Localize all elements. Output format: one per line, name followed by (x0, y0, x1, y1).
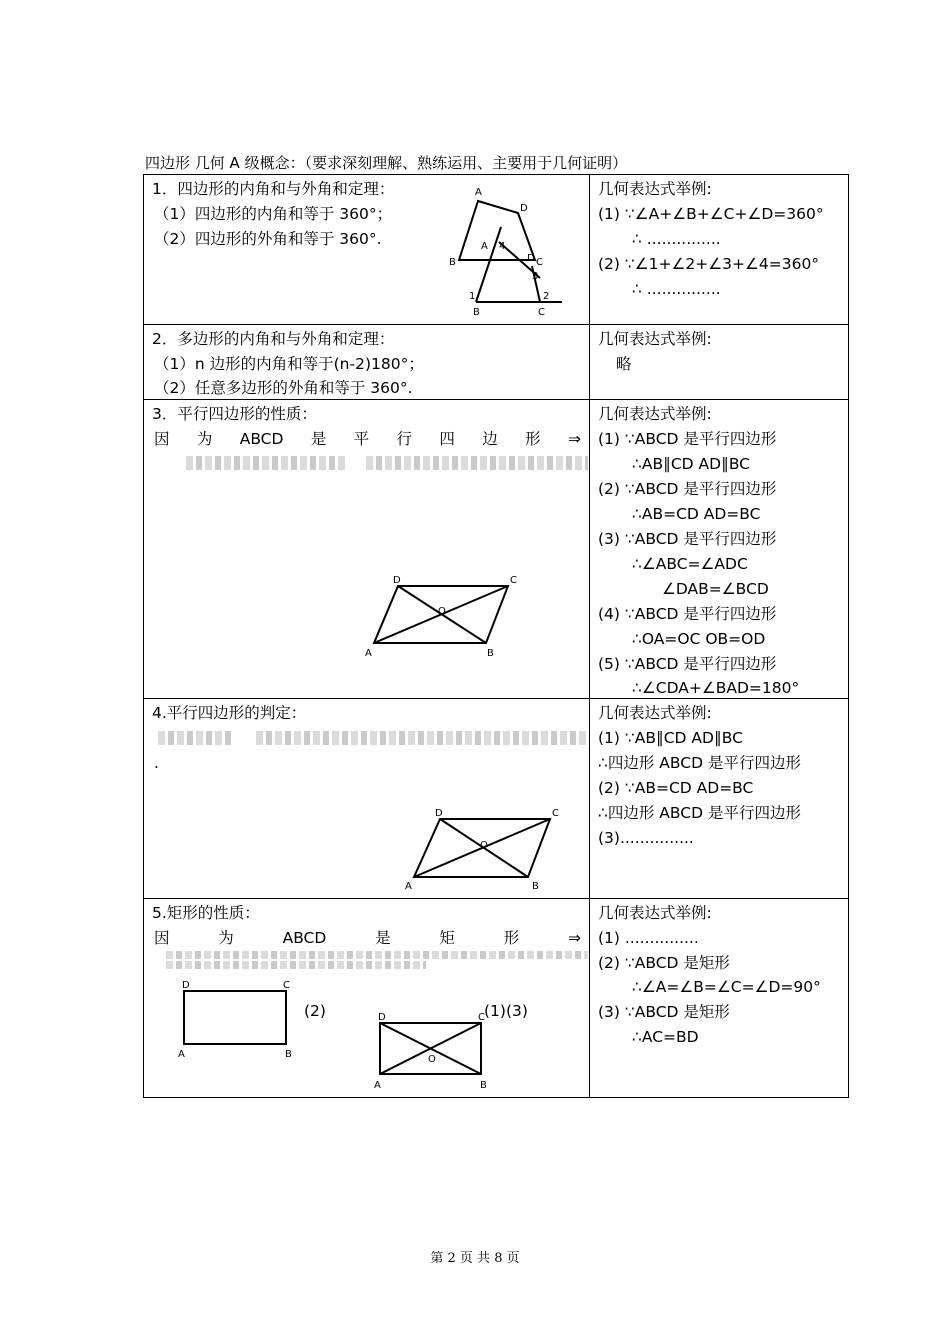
word: 因 (154, 929, 170, 947)
label-d: D (378, 1012, 386, 1023)
word: 平 (353, 430, 370, 448)
page-footer: 第 2 页 共 8 页 (430, 1251, 520, 1266)
parallelogram-figure (362, 572, 522, 662)
label-d: D (435, 808, 443, 819)
example-title: 几何表达式举例: (598, 180, 712, 198)
example-line: (1) ∵AB∥CD AD∥BC (598, 729, 743, 747)
word: 是 (375, 929, 391, 947)
text-line: （1）四边形的内角和等于 360°； (154, 205, 393, 223)
example-line: ∴四边形 ABCD 是平行四边形 (598, 804, 801, 822)
example-line: ∴四边形 ABCD 是平行四边形 (598, 754, 801, 772)
label-c: C (552, 808, 559, 819)
concept-cell (144, 699, 590, 899)
text-dot: . (154, 754, 159, 772)
example-line: ∠DAB=∠BCD (662, 580, 769, 598)
example-line: (4) ∵ABCD 是平行四边形 (598, 605, 777, 623)
word: 形 (503, 929, 520, 947)
word: 四 (439, 430, 455, 448)
table-row (144, 325, 849, 400)
label-o: O (480, 840, 488, 851)
blurred-text (366, 456, 588, 470)
text-line: （1）n 边形的内角和等于(n-2)180°； (154, 355, 424, 373)
example-line: ∴ ............... (632, 280, 721, 298)
word: ABCD (282, 929, 327, 947)
label-d2: D (527, 253, 535, 264)
table-row (144, 175, 849, 325)
label-a: A (405, 881, 412, 892)
row-title: 2．多边形的内角和与外角和定理： (152, 330, 395, 348)
label-b: B (532, 881, 539, 892)
example-line: ∴AC=BD (632, 1028, 699, 1046)
label-b: B (449, 257, 456, 268)
label-c3: C (538, 307, 545, 318)
rectangle-figure (174, 977, 299, 1059)
label-d: D (520, 203, 528, 214)
concept-table (143, 174, 849, 1098)
label-1: 1 (469, 291, 476, 302)
example-line: ∴ ............... (632, 230, 721, 248)
implies-symbol: ⇒ (568, 929, 581, 947)
text-line: （2）四边形的外角和等于 360°. (154, 230, 382, 248)
word: 为 (196, 430, 213, 448)
label-a2: A (481, 241, 488, 252)
example-line: (1) ............... (598, 929, 699, 947)
table-row (144, 899, 849, 1098)
example-cell (590, 400, 849, 699)
example-line: 略 (616, 355, 632, 373)
example-line: ∴∠ABC=∠ADC (632, 555, 748, 573)
example-line: (3)............... (598, 829, 694, 847)
label-3: 3 (532, 271, 539, 282)
example-line: (2) ∵AB=CD AD=BC (598, 779, 754, 797)
label-b: B (487, 648, 494, 659)
example-line: (3) ∵ABCD 是平行四边形 (598, 530, 777, 548)
concept-cell (144, 325, 590, 400)
row-title: 3．平行四边形的性质： (152, 405, 317, 423)
example-title: 几何表达式举例: (598, 904, 712, 922)
rectangle-diagonal-figure (370, 1009, 488, 1093)
figure-label-1-3: (1)(3) (484, 1002, 528, 1020)
justified-statement (154, 429, 581, 449)
word: 行 (396, 430, 413, 448)
table-row (144, 699, 849, 899)
example-title: 几何表达式举例: (598, 405, 712, 423)
example-line: ∴∠CDA+∠BAD=180° (632, 679, 800, 697)
label-4: 4 (499, 241, 506, 252)
example-title: 几何表达式举例: (598, 330, 712, 348)
example-line: (2) ∵ABCD 是矩形 (598, 954, 730, 972)
blurred-text (166, 961, 426, 969)
concept-cell (144, 400, 590, 699)
row-title: 1．四边形的内角和与外角和定理： (152, 180, 395, 198)
example-cell (590, 325, 849, 400)
text-line: （2）任意多边形的外角和等于 360°. (154, 379, 413, 397)
word: ABCD (239, 430, 284, 448)
justified-statement (154, 928, 581, 948)
example-line: (1) ∵ABCD 是平行四边形 (598, 430, 777, 448)
example-line: (2) ∵ABCD 是平行四边形 (598, 480, 777, 498)
concept-cell (144, 175, 590, 325)
label-a: A (365, 648, 372, 659)
example-line: (2) ∵∠1+∠2+∠3+∠4=360° (598, 255, 820, 273)
label-c: C (510, 575, 517, 586)
table-row (144, 400, 849, 699)
word: 矩 (439, 929, 455, 947)
label-b2: B (473, 307, 480, 318)
example-title: 几何表达式举例: (598, 704, 712, 722)
row-title: 4.平行四边形的判定： (152, 704, 307, 722)
label-2: 2 (543, 291, 550, 302)
example-line: (5) ∵ABCD 是平行四边形 (598, 655, 777, 673)
word: 是 (310, 430, 327, 448)
example-line: ∴OA=OC OB=OD (632, 630, 766, 648)
example-line: ∴∠A=∠B=∠C=∠D=90° (632, 978, 821, 996)
label-a: A (374, 1080, 381, 1091)
rectangle-shape (184, 991, 286, 1044)
example-cell (590, 699, 849, 899)
example-line: ∴AB=CD AD=BC (632, 505, 761, 523)
example-cell (590, 175, 849, 325)
word: 因 (154, 430, 170, 448)
word: 形 (525, 430, 541, 448)
blurred-text (158, 731, 234, 745)
label-c: C (478, 1012, 485, 1023)
example-line: ∴AB∥CD AD∥BC (632, 455, 751, 473)
section-heading: 四边形 几何 A 级概念：（要求深刻理解、熟练运用、主要用于几何证明） (145, 154, 628, 172)
concept-cell (144, 899, 590, 1098)
quadrilateral-figure (444, 181, 569, 321)
label-c: C (283, 980, 290, 991)
label-a: A (178, 1049, 185, 1059)
figure-label-2: (2) (304, 1002, 326, 1020)
label-d: D (393, 575, 401, 586)
side-ab (476, 227, 501, 302)
parallelogram-figure (402, 805, 567, 895)
word: 边 (482, 430, 498, 448)
label-o: O (438, 606, 446, 617)
example-line: (1) ∵∠A+∠B+∠C+∠D=360° (598, 205, 824, 223)
label-a: A (475, 187, 482, 198)
label-c: C (536, 257, 543, 268)
label-b: B (285, 1049, 292, 1059)
example-cell (590, 899, 849, 1098)
blurred-text (166, 951, 588, 959)
blurred-text (186, 456, 346, 470)
implies-symbol: ⇒ (567, 430, 581, 448)
label-o: O (428, 1054, 436, 1065)
label-b: B (480, 1080, 487, 1091)
example-line: (3) ∵ABCD 是矩形 (598, 1003, 730, 1021)
blurred-text (256, 731, 588, 745)
word: 为 (218, 929, 234, 947)
row-title: 5.矩形的性质： (152, 904, 260, 922)
label-d: D (182, 980, 190, 991)
